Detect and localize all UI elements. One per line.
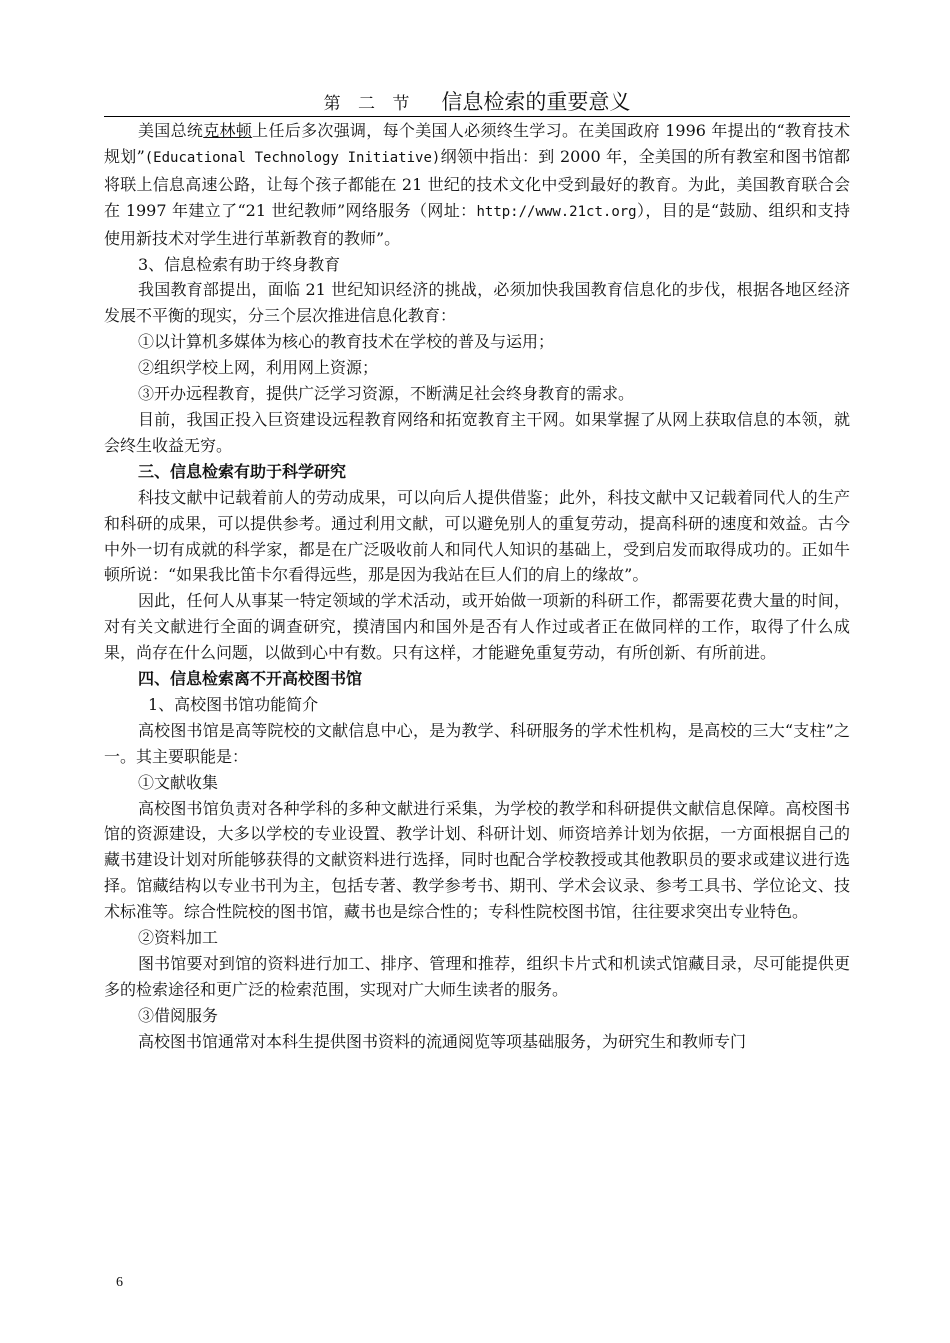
- section-title: 信息检索的重要意义: [441, 90, 631, 114]
- paragraph-therefore: 因此，任何人从事某一特定领域的学术活动，或开始做一项新的科研工作，都需要花费大量的时间，对有关文献进行全面的调查研究，摸清国内和国外是否有人作过或者正在做同样的工作，取得了什么成果，尚存在什么问题，以做到心中有数。只有这样，才能避免重复劳动，有所创新、有所前进。: [104, 591, 850, 663]
- section-number: 第 二 节: [323, 94, 416, 114]
- paragraph-ministry: 我国教育部提出，面临 21 世纪知识经济的挑战，必须加快我国教育信息化的步伐，根据各地区经济发展不平衡的现实，分三个层次推进信息化教育：: [104, 280, 850, 326]
- paragraph-processing: 图书馆要对到馆的资料进行加工、排序、管理和推荐，组织卡片式和机读式馆藏目录，尽可能提供更多的检索途径和更广泛的检索范围，实现对广大师生读者的服务。: [104, 954, 850, 999]
- subheading-library-functions: 1、高校图书馆功能简介: [148, 694, 319, 714]
- english-term: (Educational Technology Initiative): [144, 149, 441, 166]
- page-header: [104, 86, 850, 117]
- subheading-lifelong-education: 3、信息检索有助于终身教育: [138, 254, 341, 274]
- list-item: ②组织学校上网，利用网上资源；: [138, 358, 379, 378]
- list-item: ③开办远程教育，提供广泛学习资源，不断满足社会终身教育的需求。: [138, 384, 635, 404]
- text-run: 上任后多次强调，每个美国人必须终生学习。在美国政府 1996 年提出的“教育技术规划”: [104, 121, 850, 166]
- text-run: 美国总统: [138, 121, 204, 140]
- paragraph-library-intro: 高校图书馆是高等院校的文献信息中心，是为教学、科研服务的学术性机构，是高校的三大“支柱”之一。其主要职能是：: [104, 720, 850, 766]
- paragraph-current: 目前，我国正投入巨资建设远程教育网络和拓宽教育主干网。如果掌握了从网上获取信息的本领，就会终生收益无穷。: [104, 409, 850, 455]
- item-processing: ②资料加工: [138, 928, 219, 948]
- heading-scientific-research: 三、信息检索有助于科学研究: [138, 461, 347, 481]
- paragraph-literature: 科技文献中记载着前人的劳动成果，可以向后人提供借鉴；此外，科技文献中又记载着同代人的生产和科研的成果，可以提供参考。通过利用文献，可以避免别人的重复劳动，提高科研的速度和效益。古今中外一切有成就的科学家，都是在广泛吸收前人和同代人知识的基础上，受到启发而取得成功的。正如牛顿所说：“如果我比笛卡尔看得远些，那是因为我站在巨人们的肩上的缘故”。: [104, 487, 850, 585]
- document-body: [104, 118, 850, 1055]
- website-url: http://www.21ct.org: [476, 203, 637, 220]
- item-lending: ③借阅服务: [138, 1005, 219, 1025]
- heading-university-library: 四、信息检索离不开高校图书馆: [138, 669, 363, 689]
- underlined-name: 克林顿: [203, 121, 253, 140]
- paragraph-collection: 高校图书馆负责对各种学科的多种文献进行采集，为学校的教学和科研提供文献信息保障。高校图书馆的资源建设，大多以学校的专业设置、教学计划、科研计划、师资培养计划为依据，一方面根据自己的藏书建设计划对所能够获得的文献资料进行选择，同时也配合学校教授或其他教职员的要求或建议进行选择。馆藏结构以专业书刊为主，包括专著、教学参考书、期刊、学术会议录、参考工具书、学位论文、技术标准等。综合性院校的图书馆，藏书也是综合性的；专科性院校图书馆，往往要求突出专业特色。: [104, 798, 850, 922]
- list-item: ①以计算机多媒体为核心的教育技术在学校的普及与运用；: [138, 332, 555, 352]
- item-collection: ①文献收集: [138, 772, 219, 792]
- text-run: ），目的是“鼓励、组织和支持使用新技术对学生进行革新教育的教师”。: [104, 200, 850, 248]
- text-run: 纲领中指出：到 2000 年，全美国的所有教室和图书馆都将联上信息高速公路，让每个孩子都能在 21 世纪的技术文化中受到最好的教育。为此，美国教育联合会在 1997 年建立了“21 世纪教师”网络服务（网址：: [104, 146, 850, 220]
- paragraph-clinton: [104, 118, 850, 252]
- paragraph-lending: 高校图书馆通常对本科生提供图书资料的流通阅览等项基础服务，为研究生和教师专门: [138, 1031, 747, 1051]
- page-number: 6: [116, 1275, 123, 1290]
